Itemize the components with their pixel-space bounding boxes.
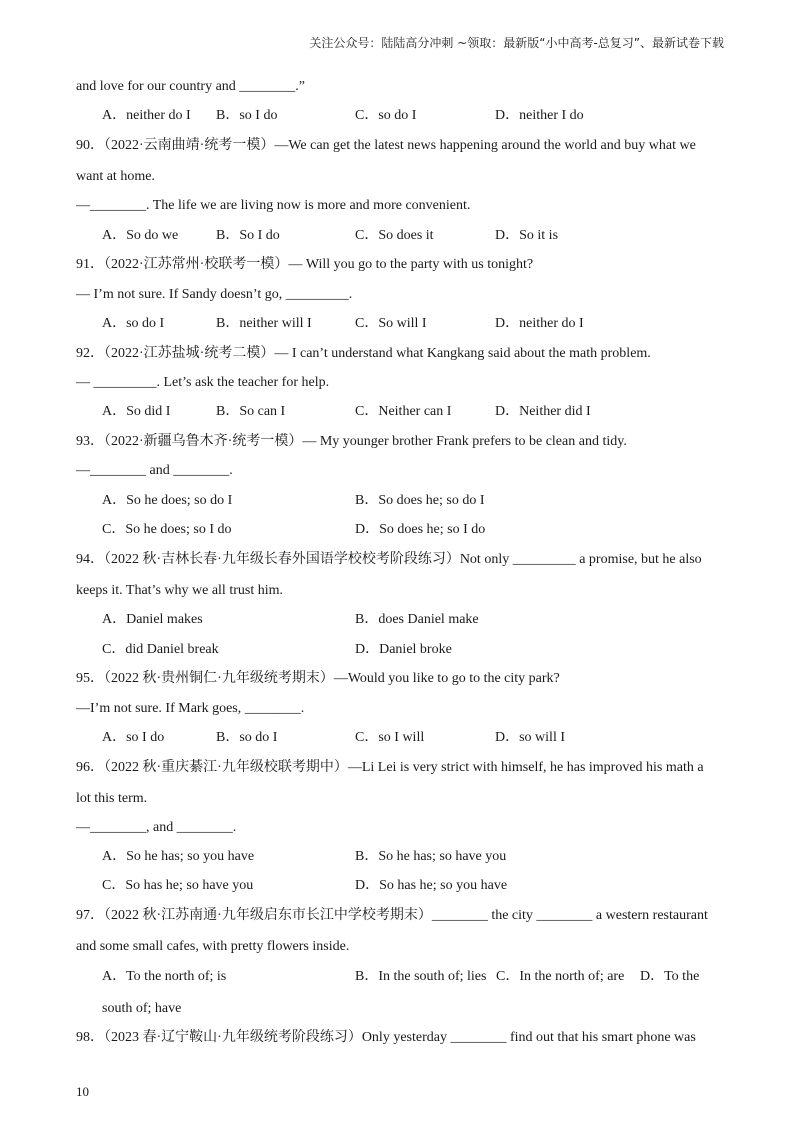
text-line: —________, and ________.: [76, 820, 237, 835]
question-stem: 95．（2022 秋·贵州铜仁·九年级统考期末）—Would you like to go to the city park?: [76, 671, 560, 686]
text-line: want at home.: [76, 169, 155, 184]
option-c: C．In the north of; are: [496, 969, 625, 984]
option-b: B．In the south of; lies: [355, 969, 487, 984]
option-d: D．To the: [640, 969, 700, 984]
text-line: keeps it. That’s why we all trust him.: [76, 583, 283, 598]
option-d: D．Neither did I: [495, 404, 591, 419]
option-a: A．so do I: [102, 316, 165, 331]
option-c: C．So will I: [355, 316, 427, 331]
option-d: D．So has he; so you have: [355, 878, 508, 893]
question-stem: 96．（2022 秋·重庆綦江·九年级校联考期中）—Li Lei is very strict with himself, he has improved his math a: [76, 760, 704, 775]
option-b: B．so do I: [216, 730, 278, 745]
question-stem: 92．（2022·江苏盐城·统考二模）— I can’t understand what Kangkang said about the math problem.: [76, 346, 651, 361]
option-a: A．So he does; so do I: [102, 493, 233, 508]
option-a: A．So he has; so you have: [102, 849, 255, 864]
text-line: south of; have: [102, 1001, 182, 1016]
option-c: C．So does it: [355, 228, 434, 243]
option-a: A．neither do I: [102, 108, 191, 123]
option-a: A．So do we: [102, 228, 179, 243]
option-d: D．neither I do: [495, 108, 584, 123]
text-line: and some small cafes, with pretty flowers inside.: [76, 939, 350, 954]
question-stem: 91．（2022·江苏常州·校联考一模）— Will you go to the party with us tonight?: [76, 257, 534, 272]
option-b: B．So does he; so do I: [355, 493, 485, 508]
option-a: A．So did I: [102, 404, 171, 419]
question-stem: 98．（2023 春·辽宁鞍山·九年级统考阶段练习）Only yesterday ________ find out that his smart phone was: [76, 1030, 696, 1045]
option-d: D．so will I: [495, 730, 565, 745]
text-line: —________. The life we are living now is more and more convenient.: [76, 198, 471, 213]
text-line: lot this term.: [76, 791, 148, 806]
option-d: D．So does he; so I do: [355, 522, 486, 537]
text-line: —I’m not sure. If Mark goes, ________.: [76, 701, 305, 716]
option-c: C．Neither can I: [355, 404, 452, 419]
option-a: A．To the north of; is: [102, 969, 227, 984]
option-b: B．So can I: [216, 404, 286, 419]
option-b: B．So he has; so have you: [355, 849, 507, 864]
option-d: D．Daniel broke: [355, 642, 452, 657]
question-stem: 97．（2022 秋·江苏南通·九年级启东市长江中学校考期末）________ the city ________ a western restaurant: [76, 908, 708, 923]
option-a: A．Daniel makes: [102, 612, 203, 627]
text-line: — I’m not sure. If Sandy doesn’t go, _________.: [76, 287, 353, 302]
option-d: D．So it is: [495, 228, 559, 243]
text-line: — _________. Let’s ask the teacher for help.: [76, 375, 330, 390]
option-c: C．so I will: [355, 730, 425, 745]
text-line: and love for our country and ________.”: [76, 79, 305, 94]
question-stem: 93．（2022·新疆乌鲁木齐·统考一模）— My younger brother Frank prefers to be clean and tidy.: [76, 434, 627, 449]
option-b: B．neither will I: [216, 316, 312, 331]
question-stem: 94．（2022 秋·吉林长春·九年级长春外国语学校校考阶段练习）Not only _________ a promise, but he also: [76, 552, 702, 567]
question-stem: 90．（2022·云南曲靖·统考一模）—We can get the latest news happening around the world and buy what we: [76, 138, 696, 153]
option-c: C．so do I: [355, 108, 417, 123]
option-c: C．did Daniel break: [102, 642, 219, 657]
option-c: C．So has he; so have you: [102, 878, 254, 893]
option-b: B．so I do: [216, 108, 278, 123]
option-c: C．So he does; so I do: [102, 522, 232, 537]
option-a: A．so I do: [102, 730, 165, 745]
option-b: B．does Daniel make: [355, 612, 479, 627]
text-line: —________ and ________.: [76, 463, 233, 478]
page-header: 关注公众号：陆陆高分冲刺 ~领取：最新版“小中高考-总复习”、最新试卷下载: [309, 36, 724, 50]
option-d: D．neither do I: [495, 316, 584, 331]
option-b: B．So I do: [216, 228, 280, 243]
page-number: 10: [76, 1084, 89, 1099]
